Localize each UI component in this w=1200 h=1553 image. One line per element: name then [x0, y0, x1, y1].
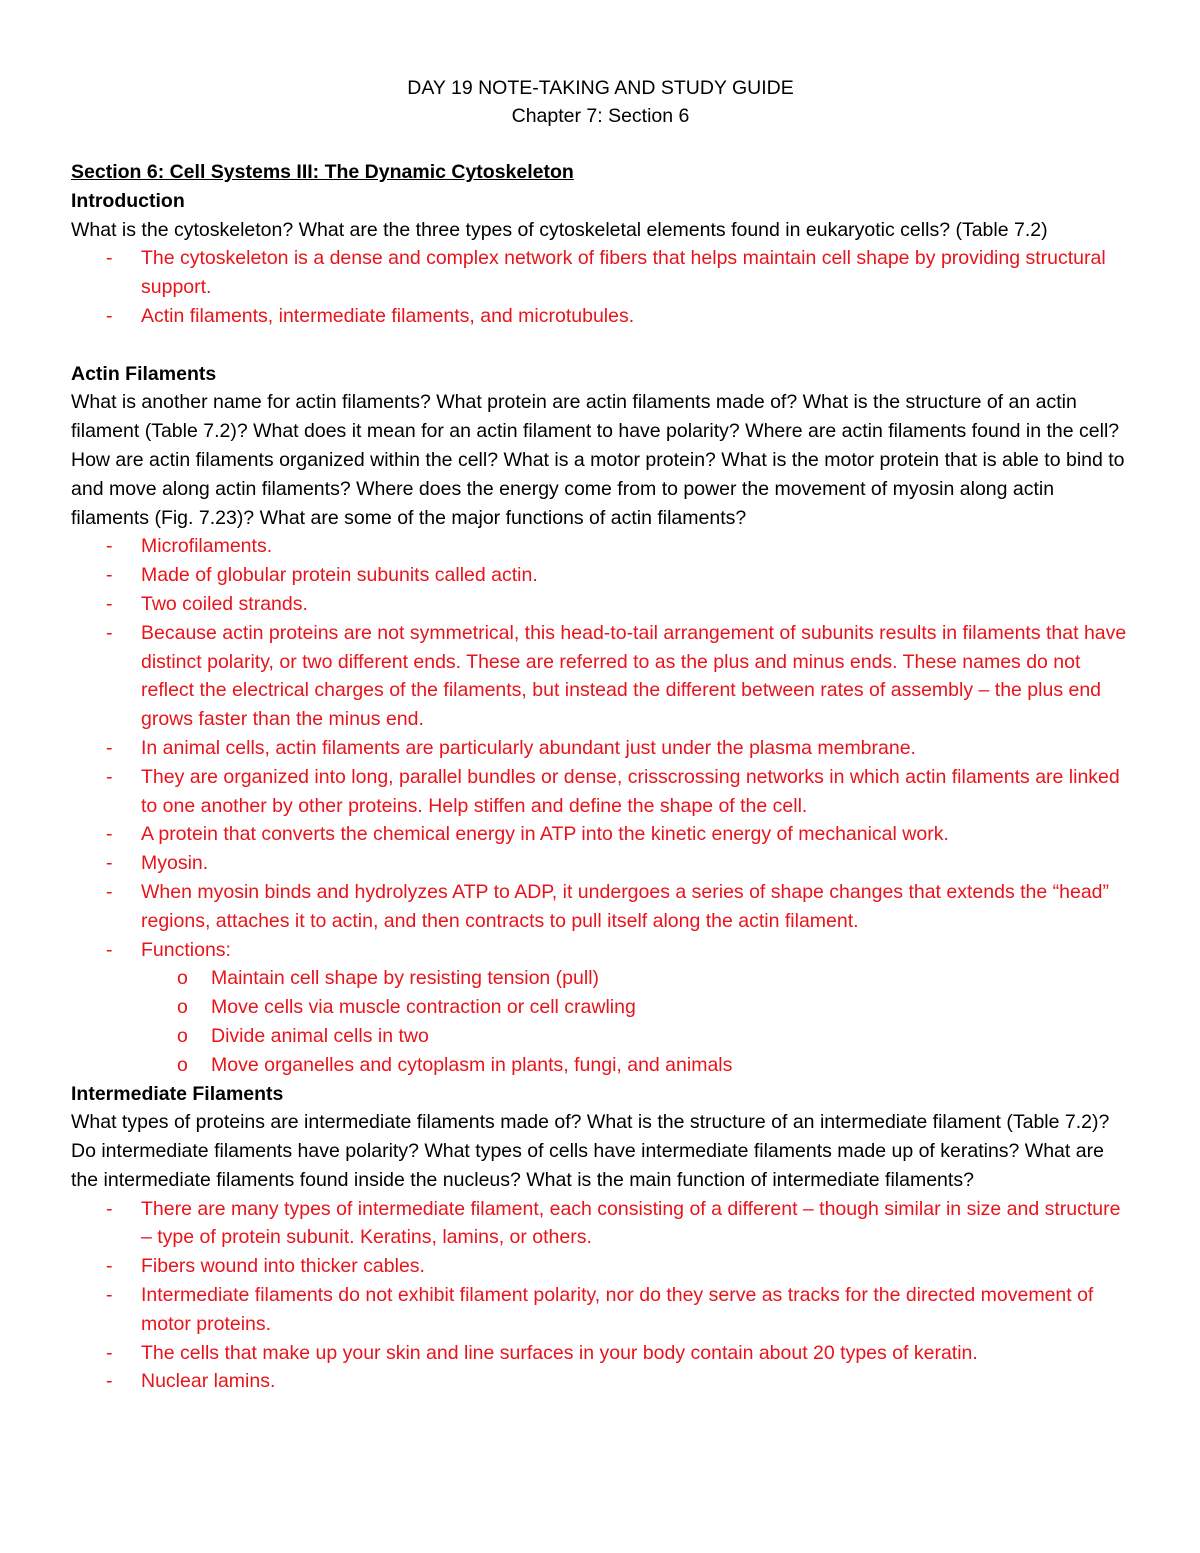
actin-answer: - A protein that converts the chemical energy in ATP into the kinetic energy of mechanical work. — [71, 820, 1130, 849]
actin-answer: - Two coiled strands. — [71, 590, 1130, 619]
function-item: o Move organelles and cytoplasm in plants, fungi, and animals — [71, 1051, 1130, 1080]
intro-answer: - Actin filaments, intermediate filaments, and microtubules. — [71, 302, 1130, 331]
actin-answer: - Because actin proteins are not symmetrical, this head-to-tail arrangement of subunits results in filaments that have distinct polarity, or two different ends. These are referred to as the plus and minus ends. These names do not reflect the electrical charges of the filaments, but instead the different between rates of assembly – the plus end grows faster than the minus end. — [71, 619, 1130, 734]
actin-answer: - They are organized into long, parallel bundles or dense, crisscrossing networks in which actin filaments are linked to one another by other proteins. Help stiffen and define the shape of the cell. — [71, 763, 1130, 821]
actin-answer: - In animal cells, actin filaments are particularly abundant just under the plasma membrane. — [71, 734, 1130, 763]
document-title: DAY 19 NOTE-TAKING AND STUDY GUIDE — [407, 77, 794, 99]
intermediate-answer-list — [71, 1195, 1130, 1397]
intermediate-heading: Intermediate Filaments — [71, 1082, 284, 1105]
section-title: Section 6: Cell Systems III: The Dynamic Cytoskeleton — [71, 161, 574, 183]
actin-answer-list — [71, 532, 1130, 1079]
intermediate-answer: - The cells that make up your skin and line surfaces in your body contain about 20 types of keratin. — [71, 1339, 1130, 1368]
function-item: o Divide animal cells in two — [71, 1022, 1130, 1051]
actin-answer: - Made of globular protein subunits called actin. — [71, 561, 1130, 590]
actin-question: What is another name for actin filaments? What protein are actin filaments made of? What is the structure of an actin filament (Table 7.2)? What does it mean for an actin filament to have polarity? Where are actin filaments found in the cell? How are actin filaments organized within the cell? What is a motor protein? What is the motor protein that is able to bind to and move along actin filaments? Where does the energy come from to power the movement of myosin along actin filaments (Fig. 7.23)? What are some of the major functions of actin filaments? — [71, 391, 1125, 529]
intro-question: What is the cytoskeleton? What are the three types of cytoskeletal elements found in eukaryotic cells? (Table 7.2) — [71, 218, 1048, 241]
function-item: o Move cells via muscle contraction or cell crawling — [71, 993, 1130, 1022]
intro-answer: - The cytoskeleton is a dense and complex network of fibers that helps maintain cell shape by providing structural support. — [71, 244, 1130, 302]
intro-heading: Introduction — [71, 189, 185, 212]
intermediate-answer: - Fibers wound into thicker cables. — [71, 1252, 1130, 1281]
actin-functions-item — [71, 936, 1130, 1080]
actin-functions-list — [141, 964, 1130, 1079]
intermediate-answer: - Intermediate filaments do not exhibit filament polarity, nor do they serve as tracks for the directed movement of motor proteins. — [71, 1281, 1130, 1339]
intermediate-question: What types of proteins are intermediate filaments made of? What is the structure of an intermediate filament (Table 7.2)? Do intermediate filaments have polarity? What types of cells have intermediate filaments made up of keratins? What are the intermediate filaments found inside the nucleus? What is the main function of intermediate filaments? — [71, 1111, 1110, 1191]
chapter-subtitle: Chapter 7: Section 6 — [511, 105, 690, 127]
intro-answer-list — [71, 244, 1130, 330]
intermediate-answer: - There are many types of intermediate filament, each consisting of a different – though similar in size and structure – type of protein subunit. Keratins, lamins, or others. — [71, 1195, 1130, 1253]
actin-answer: - When myosin binds and hydrolyzes ATP to ADP, it undergoes a series of shape changes that extends the “head” regions, attaches it to actin, and then contracts to pull itself along the actin filament. — [71, 878, 1130, 936]
blank-line — [71, 331, 1130, 360]
actin-answer: - Myosin. — [71, 849, 1130, 878]
function-item: o Maintain cell shape by resisting tension (pull) — [71, 964, 1130, 993]
actin-answer: - Microfilaments. — [71, 532, 1130, 561]
intermediate-answer: - Nuclear lamins. — [71, 1367, 1130, 1396]
functions-label: Functions: — [141, 938, 231, 961]
actin-heading: Actin Filaments — [71, 362, 217, 385]
